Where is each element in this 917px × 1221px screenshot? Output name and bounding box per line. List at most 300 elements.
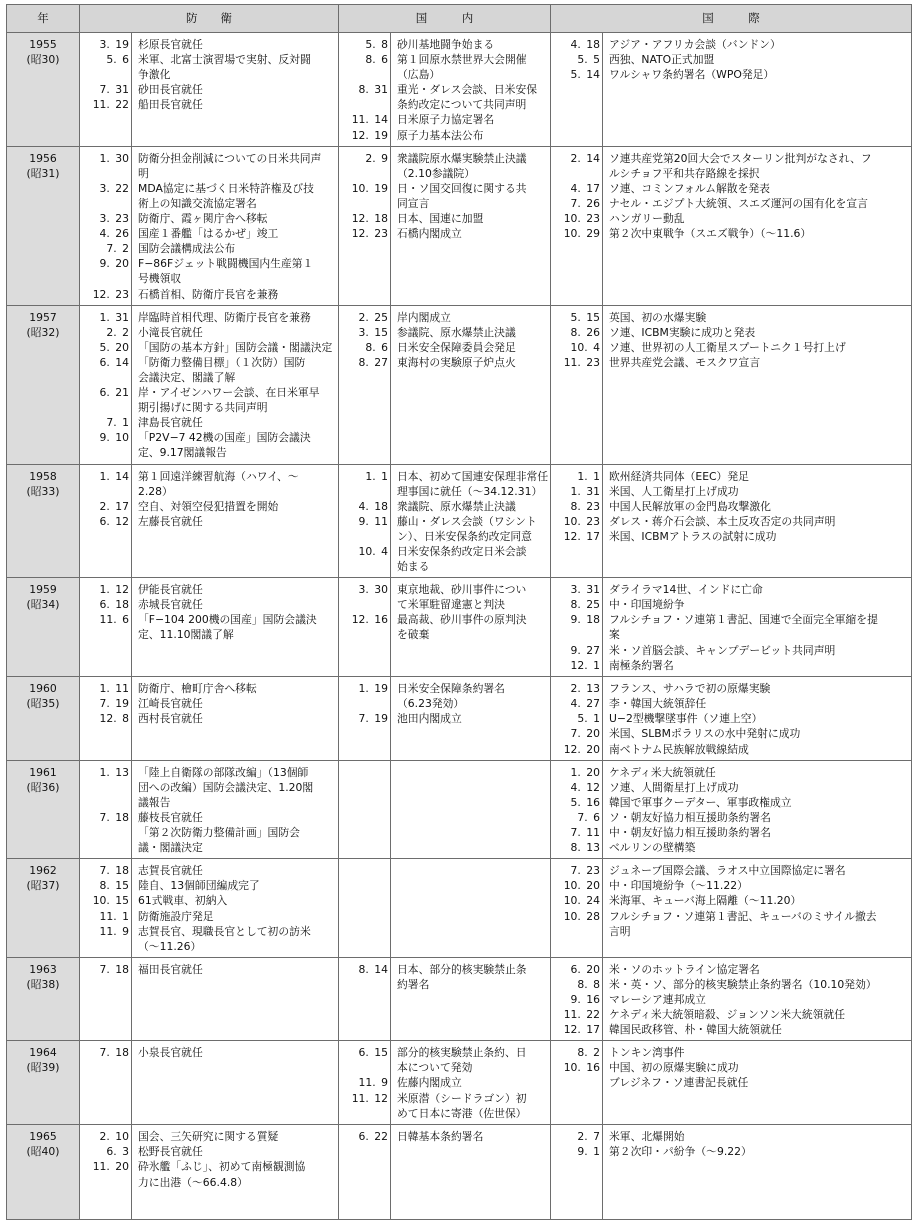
event-text: ルシチョフ平和共存路線を採択 <box>609 166 760 180</box>
event-date: 12. 23 <box>92 287 129 301</box>
defense-date-cell <box>80 464 132 578</box>
defense-event-cell <box>132 859 339 958</box>
event-date: 5. 14 <box>570 68 600 82</box>
year-cell <box>7 1125 80 1220</box>
defense-date-cell <box>80 1041 132 1125</box>
event-text: て米軍駐留違憲と判決 <box>397 598 505 612</box>
event-date: 7. 18 <box>99 810 129 824</box>
event-date: 1. 13 <box>99 765 129 779</box>
event-date: 7. 20 <box>570 727 600 741</box>
event-text: 力に出港（〜66.4.8） <box>138 1175 248 1189</box>
header-defense: 防 衛 <box>80 5 339 33</box>
domestic-date-cell <box>339 578 391 677</box>
event-date: 6. 22 <box>358 1130 388 1144</box>
international-event-cell <box>603 464 912 578</box>
event-text: ソ連、コミンフォルム解散を発表 <box>609 181 770 195</box>
event-text: 伊能長官就任 <box>138 583 203 597</box>
year-cell <box>7 464 80 578</box>
event-date: 9. 27 <box>570 643 600 657</box>
event-text: 左藤長官就任 <box>138 514 203 528</box>
event-date: 11. 20 <box>92 1160 129 1174</box>
event-text: 米原潜（シードラゴン）初 <box>397 1091 527 1105</box>
event-date: 12. 17 <box>563 529 600 543</box>
header-domestic: 国 内 <box>339 5 551 33</box>
event-text: 第１回原水禁世界大会開催 <box>397 53 527 67</box>
event-text: 砕氷艦「ふじ」、初めて南極観測協 <box>138 1160 306 1174</box>
event-text: 防衛庁、霞ヶ関庁舎へ移転 <box>138 212 268 226</box>
event-text: 志賀長官就任 <box>138 864 203 878</box>
defense-date-cell <box>80 859 132 958</box>
year-label: 1959 <box>29 583 57 597</box>
domestic-event-cell <box>391 578 551 677</box>
event-text: ケネディ米大統領就任 <box>609 765 716 779</box>
event-date <box>339 597 388 612</box>
table-body <box>7 33 912 1220</box>
year-label: 1957 <box>29 310 57 324</box>
event-text: フルシチョフ・ソ連第１書記、国連で全面完全軍縮を提 <box>609 613 878 627</box>
event-text: 防衛庁、檜町庁舎へ移転 <box>138 682 257 696</box>
event-text: 志賀長官、現職長官として初の訪米 <box>138 924 311 938</box>
event-date <box>80 825 129 840</box>
year-cell <box>7 859 80 958</box>
international-date-cell <box>551 33 603 147</box>
event-text: 日本、部分的核実験禁止条 <box>397 962 527 976</box>
international-date-cell <box>551 146 603 305</box>
event-date <box>339 977 388 992</box>
event-date: 4. 27 <box>570 697 600 711</box>
event-date <box>339 1106 388 1121</box>
event-date: 11. 9 <box>99 924 129 938</box>
event-text: 津島長官就任 <box>138 416 203 430</box>
event-date <box>80 271 129 286</box>
event-text: 岸・アイゼンハワー会談、在日米軍早 <box>138 386 320 400</box>
event-date: 6. 20 <box>570 962 600 976</box>
defense-event-cell <box>132 33 339 147</box>
event-date: 8. 27 <box>358 355 388 369</box>
event-date: 5. 8 <box>365 38 388 51</box>
event-date: 2. 13 <box>570 682 600 696</box>
event-text: 約署名 <box>397 977 430 991</box>
event-date: 10. 23 <box>563 212 600 226</box>
header-international: 国 際 <box>551 5 912 33</box>
event-text: 米・英・ソ、部分的核実験禁止条約署名（10.10発効） <box>609 977 877 991</box>
year-label: 1961 <box>29 765 57 779</box>
event-date: 3. 30 <box>358 583 388 597</box>
event-text: 「第２次防衛力整備計画」国防会 <box>138 826 300 840</box>
table-row <box>7 859 912 958</box>
event-text: 米海軍、キューバ海上隔離（〜11.20） <box>609 894 802 908</box>
year-label: 1963 <box>29 962 57 976</box>
event-date: 7. 23 <box>570 864 600 878</box>
event-text: ハンガリー動乱 <box>609 212 685 226</box>
international-event-cell <box>603 957 912 1040</box>
event-text: U−2型機撃墜事件（ソ連上空） <box>609 712 763 726</box>
event-text: 日韓基本条約署名 <box>397 1130 484 1144</box>
event-text: 定、11.10閣議了解 <box>138 628 234 642</box>
event-date <box>339 627 388 642</box>
event-date: 1. 30 <box>99 151 129 165</box>
event-date: 7. 19 <box>358 712 388 726</box>
event-text: 韓国で軍事クーデター、軍事政権成立 <box>609 795 792 809</box>
event-text: 佐藤内閣成立 <box>397 1076 462 1090</box>
event-text: 衆議院原水爆実験禁止決議 <box>397 151 527 165</box>
event-text: 議・閣議決定 <box>138 841 203 855</box>
event-text: 船田長官就任 <box>138 98 203 112</box>
event-text: アジア・アフリカ会談（バンドン） <box>609 38 781 51</box>
event-date <box>80 67 129 82</box>
event-text: 中・印国境紛争 <box>609 598 685 612</box>
event-text: 欧州経済共同体（EEC）発足 <box>609 469 749 483</box>
domestic-event-cell <box>391 146 551 305</box>
event-date: 8. 2 <box>577 1046 600 1060</box>
year-cell <box>7 1041 80 1125</box>
domestic-event-cell <box>391 760 551 859</box>
international-event-cell <box>603 33 912 147</box>
event-text: 防衛施設庁発足 <box>138 909 214 923</box>
event-date <box>80 840 129 855</box>
event-date: 4. 26 <box>99 227 129 241</box>
event-date: 7. 18 <box>99 962 129 976</box>
event-date <box>339 484 388 499</box>
domestic-date-cell <box>339 859 391 958</box>
event-text: 重光・ダレス会談、日米安保 <box>397 83 538 97</box>
defense-event-cell <box>132 1041 339 1125</box>
table-row <box>7 1125 912 1220</box>
event-date: 5. 5 <box>577 53 600 67</box>
event-date: 11. 23 <box>563 355 600 369</box>
event-date: 1. 31 <box>99 310 129 324</box>
event-date: 3. 15 <box>358 325 388 339</box>
event-text: 議報告 <box>138 795 171 809</box>
event-date: 11. 6 <box>99 613 129 627</box>
era-label: (昭34) <box>26 598 60 612</box>
event-date: 1. 12 <box>99 583 129 597</box>
event-date: 3. 31 <box>570 583 600 597</box>
event-date <box>80 939 129 954</box>
event-date: 5. 1 <box>577 712 600 726</box>
event-text: ン）、日米安保条約改定同意 <box>397 529 532 543</box>
event-text: ソ連、ICBM実験に成功と発表 <box>609 325 756 339</box>
event-date: 11. 12 <box>351 1091 388 1105</box>
international-event-cell <box>603 146 912 305</box>
event-date <box>339 559 388 574</box>
year-cell <box>7 957 80 1040</box>
event-text: 南ベトナム民族解放戦線結成 <box>609 742 749 756</box>
event-text: ワルシャワ条約署名（WPO発足） <box>609 68 775 82</box>
domestic-date-cell <box>339 464 391 578</box>
domestic-date-cell <box>339 677 391 760</box>
event-date: 10. 16 <box>563 1061 600 1075</box>
event-text: 「F−104 200機の国産」国防会議決 <box>138 613 317 627</box>
event-date: 8. 23 <box>570 499 600 513</box>
event-text: 赤城長官就任 <box>138 598 203 612</box>
event-date <box>339 196 388 211</box>
event-text: 日米安保条約改定日米会談 <box>397 545 527 558</box>
event-date: 6. 3 <box>106 1145 129 1159</box>
event-text: 南極条約署名 <box>609 658 674 672</box>
event-date: 7. 18 <box>99 1046 129 1060</box>
event-date: 6. 18 <box>99 598 129 612</box>
event-date: 8. 26 <box>570 325 600 339</box>
event-date: 8. 8 <box>577 977 600 991</box>
event-text: 同宣言 <box>397 196 430 210</box>
year-label: 1956 <box>29 151 57 165</box>
defense-date-cell <box>80 578 132 677</box>
event-text: 案 <box>609 628 620 642</box>
year-cell <box>7 33 80 147</box>
event-text: ソ連、世界初の人工衛星スプートニク１号打上げ <box>609 340 846 354</box>
international-date-cell <box>551 1125 603 1220</box>
event-text: 空自、対領空侵犯措置を開始 <box>138 499 279 513</box>
event-text: 杉原長官就任 <box>138 38 203 51</box>
international-event-cell <box>603 1041 912 1125</box>
event-date: 11. 1 <box>99 909 129 923</box>
event-date: 10. 4 <box>570 340 600 354</box>
event-text: 第１回遠洋練習航海（ハワイ、〜 <box>138 469 299 483</box>
event-date: 8. 25 <box>570 598 600 612</box>
event-date <box>551 166 600 181</box>
event-text: フルシチョフ・ソ連第１書記、キューバのミサイル撤去 <box>609 909 877 923</box>
event-date: 6. 14 <box>99 355 129 369</box>
event-date: 12. 18 <box>351 212 388 226</box>
event-text: 米軍、北富士演習場で実射、反対闘 <box>138 53 311 67</box>
defense-event-cell <box>132 677 339 760</box>
event-date <box>551 924 600 939</box>
event-text: 始まる <box>397 560 430 574</box>
event-text: ソ連共産党第20回大会でスターリン批判がなされ、フ <box>609 151 872 165</box>
international-event-cell <box>603 305 912 464</box>
event-text: めて日本に寄港（佐世保） <box>397 1106 527 1120</box>
defense-event-cell <box>132 760 339 859</box>
domestic-date-cell <box>339 957 391 1040</box>
year-label: 1964 <box>29 1046 57 1060</box>
table-row <box>7 146 912 305</box>
event-date: 10. 4 <box>358 545 388 558</box>
event-date: 12. 16 <box>351 613 388 627</box>
defense-date-cell <box>80 1125 132 1220</box>
event-text: 本について発効 <box>397 1061 473 1075</box>
event-date: 8. 14 <box>358 962 388 976</box>
era-label: (昭31) <box>26 166 60 180</box>
event-date: 2. 10 <box>99 1130 129 1144</box>
event-text: 「陸上自衛隊の部隊改編」（13個師 <box>138 765 309 779</box>
event-text: 防衛分担金削減についての日米共同声 <box>138 151 322 165</box>
era-label: (昭32) <box>26 325 60 339</box>
event-date: 1. 19 <box>358 682 388 696</box>
event-text: 期引揚げに関する共同声明 <box>138 401 268 415</box>
domestic-event-cell <box>391 33 551 147</box>
event-text: 石橋首相、防衛庁長官を兼務 <box>138 287 279 301</box>
event-text: 部分的核実験禁止条約、日 <box>397 1046 527 1060</box>
event-date: 10. 23 <box>563 514 600 528</box>
event-date: 6. 21 <box>99 386 129 400</box>
event-date: 9. 18 <box>570 613 600 627</box>
event-text: 国産１番艦「はるかぜ」竣工 <box>138 227 279 241</box>
event-date: 4. 18 <box>358 499 388 513</box>
event-date: 10. 19 <box>351 181 388 195</box>
event-date: 10. 29 <box>563 227 600 241</box>
event-text: （6.23発効） <box>397 697 465 711</box>
table-row <box>7 33 912 147</box>
event-date: 7. 19 <box>99 697 129 711</box>
event-text: 会議決定、閣議了解 <box>138 370 236 384</box>
era-label: (昭35) <box>26 697 60 711</box>
event-date: 10. 20 <box>563 879 600 893</box>
event-date <box>339 67 388 82</box>
domestic-event-cell <box>391 859 551 958</box>
event-date: 3. 19 <box>99 38 129 51</box>
event-date <box>339 166 388 181</box>
international-event-cell <box>603 760 912 859</box>
event-text: 米・ソのホットライン協定署名 <box>609 962 760 976</box>
year-cell <box>7 146 80 305</box>
table-row <box>7 578 912 677</box>
table-row <box>7 1041 912 1125</box>
event-text: ダライラマ14世、インドに亡命 <box>609 583 763 597</box>
event-text: 米国、ICBMアトラスの試射に成功 <box>609 529 777 543</box>
event-date: 12. 20 <box>563 742 600 756</box>
event-text: 世界共産党会議、モスクワ宣言 <box>609 355 761 369</box>
event-text: 藤枝長官就任 <box>138 810 203 824</box>
international-date-cell <box>551 464 603 578</box>
event-date <box>80 484 129 499</box>
year-cell <box>7 305 80 464</box>
event-text: ソ連、人間衛星打上げ成功 <box>609 780 739 794</box>
event-date: 5. 6 <box>106 53 129 67</box>
event-date: 4. 12 <box>570 780 600 794</box>
event-text: 砂田長官就任 <box>138 83 203 97</box>
event-date <box>80 370 129 385</box>
event-text: 日米安全保障委員会発足 <box>397 340 516 354</box>
table-row <box>7 760 912 859</box>
event-text: 争激化 <box>138 68 171 82</box>
event-text: 「防衛力整備目標」（１次防）国防 <box>138 355 306 369</box>
event-date: 5. 16 <box>570 795 600 809</box>
event-text: 言明 <box>609 924 631 938</box>
event-text: 第２次中東戦争（スエズ戦争）（〜11.6） <box>609 227 812 241</box>
event-date: 2. 17 <box>99 499 129 513</box>
event-date: 8. 6 <box>365 340 388 354</box>
international-date-cell <box>551 760 603 859</box>
domestic-date-cell <box>339 305 391 464</box>
event-date: 11. 9 <box>358 1076 388 1090</box>
event-text: 61式戦車、初納入 <box>138 894 228 908</box>
era-label: (昭37) <box>26 879 60 893</box>
era-label: (昭30) <box>26 53 60 67</box>
event-text: （広島） <box>397 68 441 82</box>
international-date-cell <box>551 305 603 464</box>
event-text: MDA協定に基づく日米特許権及び技 <box>138 181 314 195</box>
event-date: 12. 19 <box>351 128 388 142</box>
event-date: 12. 1 <box>570 658 600 672</box>
event-text: 松野長官就任 <box>138 1145 203 1159</box>
event-date <box>80 1175 129 1190</box>
event-text: 中国、初の原爆実験に成功 <box>609 1061 739 1075</box>
era-label: (昭40) <box>26 1145 60 1159</box>
event-text: 小滝長官就任 <box>138 325 203 339</box>
header-row <box>7 5 912 33</box>
year-cell <box>7 578 80 677</box>
event-date <box>80 627 129 642</box>
event-text: ブレジネフ・ソ連書記長就任 <box>609 1076 749 1090</box>
event-text: 米国、SLBMポラリスの水中発射に成功 <box>609 727 801 741</box>
domestic-date-cell <box>339 33 391 147</box>
event-date: 9. 20 <box>99 257 129 271</box>
event-text: 米・ソ首脳会談、キャンプデービット共同声明 <box>609 643 836 657</box>
event-text: 江崎長官就任 <box>138 697 203 711</box>
event-text: マレーシア連邦成立 <box>609 992 706 1006</box>
event-date <box>339 529 388 544</box>
event-text: 理事国に就任（〜34.12.31） <box>397 484 543 498</box>
international-event-cell <box>603 1125 912 1220</box>
event-text: 小泉長官就任 <box>138 1046 203 1060</box>
event-date: 2. 9 <box>365 151 388 165</box>
event-date: 10. 15 <box>92 894 129 908</box>
event-text: 団への改編）国防会議決定、1.20閣 <box>138 780 314 794</box>
event-date: 8. 31 <box>358 83 388 97</box>
international-date-cell <box>551 677 603 760</box>
event-date: 1. 31 <box>570 484 600 498</box>
international-event-cell <box>603 677 912 760</box>
year-cell <box>7 677 80 760</box>
year-label: 1960 <box>29 682 57 696</box>
event-date: 1. 1 <box>577 469 600 483</box>
year-label: 1955 <box>29 38 57 51</box>
event-text: 日米安全保障条約署名 <box>397 682 505 696</box>
event-text: 衆議院、原水爆禁止決議 <box>397 499 516 513</box>
event-text: 号機領収 <box>138 272 182 286</box>
domestic-event-cell <box>391 677 551 760</box>
era-label: (昭38) <box>26 977 60 991</box>
event-text: ジュネーブ国際会議、ラオス中立国際協定に署名 <box>609 864 846 878</box>
event-text: 岸内閣成立 <box>397 310 451 324</box>
event-date: 8. 15 <box>99 879 129 893</box>
event-text: 第２次印・パ紛争（〜9.22） <box>609 1145 752 1159</box>
defense-date-cell <box>80 677 132 760</box>
event-date: 2. 25 <box>358 310 388 324</box>
domestic-date-cell <box>339 1041 391 1125</box>
event-text: 砂川基地闘争始まる <box>397 38 495 51</box>
international-date-cell <box>551 578 603 677</box>
event-text: F−86Fジェット戦闘機国内生産第１ <box>138 257 314 271</box>
event-text: トンキン湾事件 <box>609 1046 685 1060</box>
event-date: 1. 1 <box>365 469 388 483</box>
event-text: ケネディ米大統領暗殺、ジョンソン米大統領就任 <box>609 1008 846 1022</box>
domestic-event-cell <box>391 1125 551 1220</box>
event-date: 12. 23 <box>351 227 388 241</box>
event-date: 8. 13 <box>570 841 600 855</box>
event-text: 西村長官就任 <box>138 712 203 726</box>
event-date: 10. 24 <box>563 894 600 908</box>
event-date: 9. 10 <box>99 431 129 445</box>
event-text: 西独、NATO正式加盟 <box>609 53 715 67</box>
event-date <box>339 97 388 112</box>
chronology-table <box>6 4 912 1220</box>
event-date: 1. 11 <box>99 682 129 696</box>
event-date: 5. 15 <box>570 310 600 324</box>
event-text: 日・ソ国交回復に関する共 <box>397 181 527 195</box>
event-text: 「P2V−7 42機の国産」国防会議決 <box>138 431 311 445</box>
event-text: 国防会議構成法公布 <box>138 242 236 256</box>
event-text: ダレス・蒋介石会談、本土反攻否定の共同声明 <box>609 514 836 528</box>
event-date: 6. 12 <box>99 514 129 528</box>
domestic-event-cell <box>391 957 551 1040</box>
defense-date-cell <box>80 957 132 1040</box>
event-text: 定、9.17閣議報告 <box>138 446 227 460</box>
era-label: (昭36) <box>26 780 60 794</box>
event-date: 9. 11 <box>358 514 388 528</box>
event-date <box>551 1075 600 1090</box>
